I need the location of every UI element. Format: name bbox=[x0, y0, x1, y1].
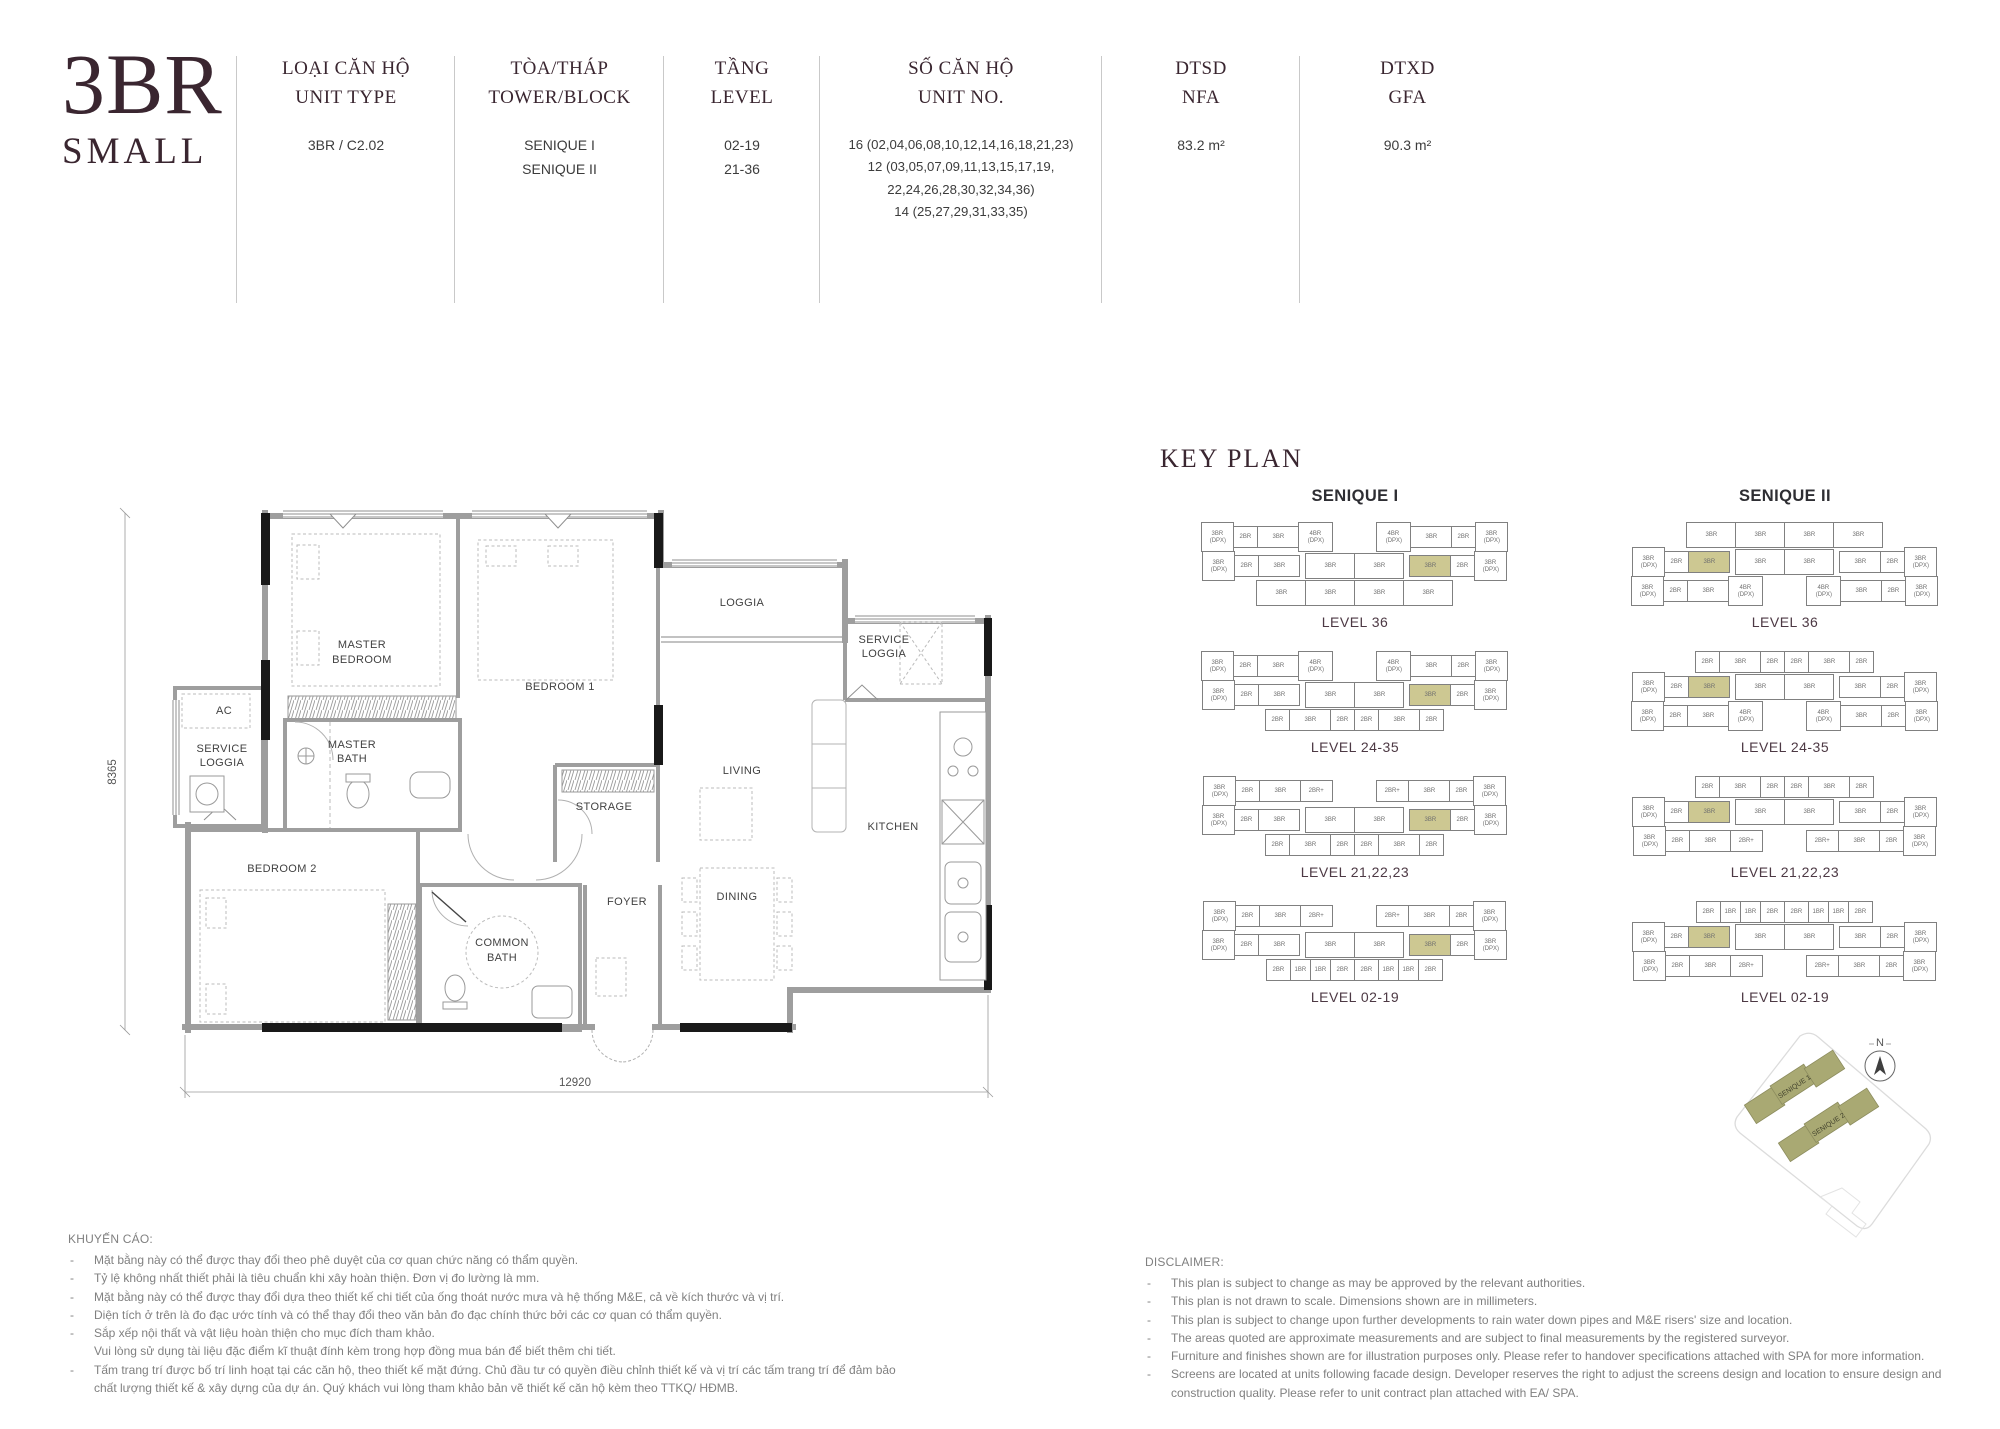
col-label: TÒA/THÁP TOWER/BLOCK bbox=[488, 58, 631, 108]
unit-cell: 3BR bbox=[1838, 955, 1880, 977]
unit-cell: 2BR bbox=[1881, 705, 1906, 727]
unit-cell: 3BR bbox=[1784, 549, 1834, 575]
unit-cell: 3BR (DPX) bbox=[1202, 680, 1235, 710]
unit-cell: 2BR bbox=[1233, 655, 1258, 677]
unit-cell: 3BR (DPX) bbox=[1201, 522, 1234, 552]
unit-cell: 2BR bbox=[1449, 780, 1474, 802]
unit-cell: 3BR bbox=[1808, 651, 1850, 673]
unit-cell: 3BR (DPX) bbox=[1202, 551, 1235, 581]
unit-cell: 3BR bbox=[1839, 551, 1881, 573]
key-plan-spacer bbox=[1333, 537, 1377, 538]
floor-plan-drawing bbox=[100, 495, 1020, 1135]
unit-cell-highlighted: 3BR bbox=[1409, 934, 1451, 956]
unit-cell: 3BR bbox=[1687, 705, 1729, 727]
col-values: 16 (02,04,06,08,10,12,14,16,18,21,23) 12 (03,05,07,09,11,13,15,17,19, 22,24,26,28,30,32,34,36) 14 (25,27,29,31,33,35) bbox=[848, 137, 1074, 220]
neighbor-building-outline bbox=[1820, 1188, 1866, 1237]
unit-cell: 3BR bbox=[1833, 522, 1883, 548]
unit-cell: 3BR bbox=[1689, 955, 1731, 977]
unit-cell: 3BR bbox=[1719, 651, 1761, 673]
unit-cell: 3BR bbox=[1403, 580, 1453, 606]
unit-cell: 3BR (DPX) bbox=[1475, 651, 1508, 681]
disclaimer-line: chất lượng thiết kế & xây dựng của dự án. Quý khách vui lòng tham khảo bản vẽ thiết kế căn hộ kèm theo TTKQ/ HĐMB. bbox=[94, 1380, 739, 1395]
unit-cell: 2BR bbox=[1450, 684, 1475, 706]
disclaimer-line: - Mặt bằng này có thể được thay đổi theo phê duyệt của cơ quan chức năng có thẩm quyền. bbox=[70, 1253, 579, 1268]
unit-cell: 2BR bbox=[1880, 676, 1905, 698]
svg-text:SENIQUE 2: SENIQUE 2 bbox=[1811, 1112, 1847, 1139]
unit-type-title: 3BR bbox=[62, 36, 223, 132]
key-plan-spacer bbox=[1333, 916, 1377, 917]
room-label-bedroom2: BEDROOM 2 bbox=[247, 863, 317, 875]
unit-cell: 3BR (DPX) bbox=[1905, 701, 1938, 731]
unit-cell: 4BR (DPX) bbox=[1376, 522, 1411, 552]
unit-cell: 3BR bbox=[1735, 799, 1785, 825]
header-col-level bbox=[664, 55, 820, 182]
key-plan-level bbox=[1618, 651, 1952, 755]
unit-cell: 3BR bbox=[1305, 932, 1355, 958]
room-label-master-bath: BATH bbox=[336, 753, 368, 765]
unit-cell: 2BR bbox=[1265, 834, 1290, 856]
header-col-unit-no bbox=[820, 55, 1102, 224]
unit-cell: 2BR bbox=[1880, 926, 1905, 948]
svg-text:SENIQUE 1: SENIQUE 1 bbox=[1777, 1074, 1813, 1101]
unit-cell: 2BR+ bbox=[1730, 830, 1763, 852]
unit-cell-highlighted: 3BR bbox=[1688, 926, 1730, 948]
key-plan-level-label: LEVEL 36 bbox=[1321, 614, 1389, 630]
unit-cell-highlighted: 3BR bbox=[1688, 676, 1730, 698]
unit-cell: 2BR bbox=[1233, 526, 1258, 548]
tower-levels bbox=[1188, 522, 1522, 1005]
unit-cell: 3BR (DPX) bbox=[1631, 701, 1664, 731]
unit-cell: 3BR bbox=[1839, 801, 1881, 823]
key-plan-level-label: LEVEL 02-19 bbox=[1310, 989, 1400, 1005]
unit-cell: 3BR (DPX) bbox=[1632, 547, 1665, 577]
unit-cell: 2BR bbox=[1419, 834, 1444, 856]
unit-cell: 3BR bbox=[1719, 776, 1761, 798]
unit-cell: 1BR bbox=[1378, 959, 1399, 981]
unit-cell: 2BR bbox=[1848, 901, 1873, 923]
col-label: DTXD GFA bbox=[1380, 58, 1435, 108]
disclaimer-line: - Mặt bằng này có thể được thay đổi dựa theo thiết kế chi tiết của ống thoát nước mưa và hệ thống M&E, cả về kích thước và vị trí. bbox=[70, 1289, 785, 1304]
unit-cell: 3BR bbox=[1410, 526, 1452, 548]
room-label-common-bath: COMMON bbox=[475, 937, 529, 949]
unit-cell: 1BR bbox=[1310, 959, 1331, 981]
unit-cell: 3BR bbox=[1257, 526, 1299, 548]
unit-cell: 3BR bbox=[1808, 776, 1850, 798]
unit-cell: 3BR bbox=[1840, 705, 1882, 727]
unit-cell: 3BR bbox=[1735, 549, 1785, 575]
col-label: SỐ CĂN HỘ UNIT NO. bbox=[908, 58, 1014, 108]
unit-cell: 3BR (DPX) bbox=[1474, 805, 1507, 835]
unit-cell: 2BR bbox=[1450, 934, 1475, 956]
unit-cell: 4BR (DPX) bbox=[1728, 701, 1763, 731]
unit-cell: 3BR (DPX) bbox=[1631, 576, 1664, 606]
col-values: 83.2 m² bbox=[1177, 137, 1225, 153]
unit-cell: 3BR (DPX) bbox=[1202, 930, 1235, 960]
unit-cell: 2BR bbox=[1234, 934, 1259, 956]
key-plan-tower-senique-2 bbox=[1618, 487, 1952, 1026]
unit-cell: 2BR bbox=[1330, 959, 1355, 981]
key-plan-level bbox=[1188, 901, 1522, 1005]
header-col-nfa bbox=[1102, 55, 1300, 158]
unit-cell: 2BR bbox=[1451, 655, 1476, 677]
unit-cell: 2BR bbox=[1664, 926, 1689, 948]
unit-cell: 2BR bbox=[1419, 709, 1444, 731]
header-col-tower bbox=[455, 55, 664, 182]
unit-cell: 1BR bbox=[1398, 959, 1419, 981]
unit-cell: 3BR (DPX) bbox=[1904, 922, 1937, 952]
unit-cell: 3BR bbox=[1784, 522, 1834, 548]
col-values: 02-19 21-36 bbox=[724, 137, 760, 177]
tower-name: SENIQUE II bbox=[1738, 487, 1832, 505]
tower-levels bbox=[1618, 522, 1952, 1005]
unit-cell: 3BR (DPX) bbox=[1632, 797, 1665, 827]
unit-cell: 2BR bbox=[1695, 776, 1720, 798]
key-plan-level bbox=[1188, 522, 1522, 630]
room-label-master-bath: MASTER bbox=[327, 739, 377, 751]
key-plan-level-label: LEVEL 21,22,23 bbox=[1300, 864, 1410, 880]
unit-cell: 3BR (DPX) bbox=[1905, 576, 1938, 606]
unit-cell: 3BR bbox=[1354, 807, 1404, 833]
unit-cell: 4BR (DPX) bbox=[1298, 651, 1333, 681]
disclaimer-line: construction quality. Please refer to unit contract plan attached with EA/ SPA. bbox=[1171, 1385, 1579, 1400]
unit-cell: 2BR bbox=[1664, 676, 1689, 698]
room-label-dining: DINING bbox=[716, 891, 758, 903]
unit-cell: 3BR bbox=[1354, 932, 1404, 958]
dim-height-label: 8365 bbox=[107, 759, 119, 785]
unit-cell: 2BR bbox=[1665, 830, 1690, 852]
unit-cell: 2BR bbox=[1450, 809, 1475, 831]
unit-cell: 2BR+ bbox=[1806, 955, 1839, 977]
disclaimer-line: - Tỷ lệ không nhất thiết phải là tiêu chuẩn khi xây hoàn thiện. Đơn vị đo lường là mm. bbox=[70, 1271, 540, 1286]
unit-cell: 4BR (DPX) bbox=[1376, 651, 1411, 681]
unit-cell: 3BR bbox=[1410, 655, 1452, 677]
room-label-storage: STORAGE bbox=[575, 801, 633, 813]
unit-cell: 1BR bbox=[1740, 901, 1761, 923]
unit-cell: 3BR (DPX) bbox=[1904, 672, 1937, 702]
unit-cell-highlighted: 3BR bbox=[1409, 555, 1451, 577]
unit-cell: 3BR bbox=[1259, 905, 1301, 927]
disclaimer-line: - Furniture and finishes shown are for illustration purposes only. Please refer to handover specifications attached with SPA for more information. bbox=[1147, 1349, 1925, 1364]
unit-cell: 2BR bbox=[1450, 555, 1475, 577]
unit-cell: 2BR+ bbox=[1300, 780, 1333, 802]
unit-cell: 3BR bbox=[1305, 580, 1355, 606]
unit-cell: 2BR bbox=[1354, 959, 1379, 981]
dim-width-label: 12920 bbox=[559, 1077, 591, 1089]
unit-cell: 3BR bbox=[1289, 834, 1331, 856]
col-values: SENIQUE I SENIQUE II bbox=[522, 137, 597, 177]
unit-cell: 2BR bbox=[1354, 834, 1379, 856]
unit-cell: 2BR bbox=[1879, 955, 1904, 977]
key-plan-spacer bbox=[1763, 966, 1807, 967]
disclaimer-line: - The areas quoted are approximate measurements and are subject to final measurements by the registered surveyor. bbox=[1147, 1330, 1790, 1345]
unit-cell: 3BR bbox=[1839, 926, 1881, 948]
room-label-foyer: FOYER bbox=[607, 896, 647, 908]
unit-cell-highlighted: 3BR bbox=[1409, 684, 1451, 706]
unit-type-subtitle: SMALL bbox=[62, 130, 208, 172]
north-compass-icon bbox=[1865, 1037, 1895, 1081]
unit-cell: 3BR bbox=[1735, 674, 1785, 700]
key-plan-spacer bbox=[1333, 666, 1377, 667]
unit-cell: 3BR bbox=[1784, 799, 1834, 825]
unit-cell: 3BR bbox=[1289, 709, 1331, 731]
disclaimer-line: - Screens are located at units following facade design. Developer reserves the right to adjust the screens design and location to ensure design and bbox=[1147, 1367, 1942, 1382]
disclaimer-line: - Sắp xếp nội thất và vật liệu hoàn thiện cho mục đích tham khảo. bbox=[70, 1326, 435, 1341]
key-plan-level-label: LEVEL 36 bbox=[1751, 614, 1819, 630]
key-plan-level-label: LEVEL 24-35 bbox=[1740, 739, 1830, 755]
unit-cell: 1BR bbox=[1720, 901, 1741, 923]
header-col-unit-type bbox=[237, 55, 455, 158]
key-plan-spacer bbox=[1763, 841, 1807, 842]
disclaimer-vietnamese bbox=[68, 1230, 908, 1397]
disclaimer-line: - This plan is subject to change upon further developments to rain water down pipes and M&E risers' size and location. bbox=[1147, 1312, 1793, 1327]
key-plan-level-label: LEVEL 02-19 bbox=[1740, 989, 1830, 1005]
unit-cell: 2BR bbox=[1451, 526, 1476, 548]
unit-cell: 2BR bbox=[1663, 705, 1688, 727]
disclaimer-items bbox=[1145, 1274, 1955, 1402]
unit-cell: 2BR bbox=[1354, 709, 1379, 731]
unit-cell: 3BR bbox=[1735, 924, 1785, 950]
unit-cell: 4BR (DPX) bbox=[1806, 576, 1841, 606]
key-plan-level bbox=[1188, 651, 1522, 755]
unit-cell: 3BR bbox=[1378, 709, 1420, 731]
unit-cell: 2BR bbox=[1880, 551, 1905, 573]
unit-cell: 3BR bbox=[1840, 580, 1882, 602]
unit-cell: 4BR (DPX) bbox=[1728, 576, 1763, 606]
room-label-ac: AC bbox=[215, 705, 233, 717]
key-plan-spacer bbox=[1333, 791, 1377, 792]
unit-cell: 1BR bbox=[1808, 901, 1829, 923]
unit-cell: 2BR+ bbox=[1376, 905, 1409, 927]
unit-cell: 3BR bbox=[1259, 780, 1301, 802]
disclaimer-heading: DISCLAIMER: bbox=[1145, 1255, 1224, 1269]
unit-cell: 3BR bbox=[1354, 580, 1404, 606]
unit-cell: 2BR bbox=[1695, 651, 1720, 673]
unit-cell: 2BR bbox=[1234, 555, 1259, 577]
unit-cell: 2BR bbox=[1663, 580, 1688, 602]
unit-cell: 2BR bbox=[1696, 901, 1721, 923]
unit-cell: 2BR+ bbox=[1730, 955, 1763, 977]
unit-cell: 3BR bbox=[1784, 924, 1834, 950]
unit-cell: 2BR bbox=[1849, 651, 1874, 673]
unit-cell: 3BR (DPX) bbox=[1903, 826, 1936, 856]
unit-cell: 2BR bbox=[1449, 905, 1474, 927]
room-label-service-loggia-right: LOGGIA bbox=[861, 648, 907, 660]
key-plan-title: KEY PLAN bbox=[1160, 444, 1303, 473]
unit-cell: 3BR (DPX) bbox=[1632, 672, 1665, 702]
unit-cell: 2BR bbox=[1879, 830, 1904, 852]
unit-cell: 3BR (DPX) bbox=[1632, 922, 1665, 952]
unit-cell: 2BR+ bbox=[1806, 830, 1839, 852]
unit-cell: 3BR bbox=[1686, 522, 1736, 548]
key-plan-level bbox=[1618, 776, 1952, 880]
fixtures bbox=[190, 696, 986, 1020]
key-plan-spacer bbox=[1763, 591, 1807, 592]
disclaimer-items bbox=[68, 1251, 908, 1397]
unit-cell: 3BR (DPX) bbox=[1474, 930, 1507, 960]
room-label-service-loggia-left: SERVICE bbox=[196, 743, 248, 755]
key-plan-level-label: LEVEL 21,22,23 bbox=[1730, 864, 1840, 880]
unit-cell: 3BR bbox=[1257, 655, 1299, 677]
unit-cell: 3BR bbox=[1305, 553, 1355, 579]
disclaimer-english bbox=[1145, 1253, 1955, 1402]
unit-cell: 2BR bbox=[1235, 905, 1260, 927]
unit-cell: 3BR bbox=[1305, 807, 1355, 833]
unit-cell: 2BR bbox=[1760, 901, 1785, 923]
site-plan bbox=[1722, 1028, 1990, 1243]
unit-cell-highlighted: 3BR bbox=[1688, 551, 1730, 573]
unit-cell: 3BR bbox=[1354, 682, 1404, 708]
unit-cell: 3BR (DPX) bbox=[1474, 551, 1507, 581]
room-label-bedroom1: BEDROOM 1 bbox=[525, 681, 595, 693]
key-plan-tower-senique-1 bbox=[1188, 487, 1522, 1026]
unit-cell: 2BR bbox=[1760, 651, 1785, 673]
room-label-common-bath: BATH bbox=[486, 952, 518, 964]
unit-cell: 3BR (DPX) bbox=[1473, 776, 1506, 806]
unit-cell: 3BR (DPX) bbox=[1203, 901, 1236, 931]
unit-cell: 3BR bbox=[1258, 555, 1300, 577]
unit-cell: 3BR (DPX) bbox=[1633, 951, 1666, 981]
room-labels bbox=[197, 597, 919, 964]
col-values: 3BR / C2.02 bbox=[307, 137, 385, 153]
unit-cell: 2BR bbox=[1664, 551, 1689, 573]
col-label: DTSD NFA bbox=[1175, 58, 1227, 108]
col-values: 90.3 m² bbox=[1383, 137, 1432, 153]
unit-cell: 2BR bbox=[1330, 709, 1355, 731]
room-label-service-loggia-left: LOGGIA bbox=[199, 757, 245, 769]
col-label: LOẠI CĂN HỘ UNIT TYPE bbox=[282, 58, 410, 108]
unit-cell: 2BR+ bbox=[1376, 780, 1409, 802]
unit-cell: 4BR (DPX) bbox=[1806, 701, 1841, 731]
unit-cell: 3BR bbox=[1408, 780, 1450, 802]
key-plan-level-label: LEVEL 24-35 bbox=[1310, 739, 1400, 755]
unit-cell: 1BR bbox=[1290, 959, 1311, 981]
unit-cell-highlighted: 3BR bbox=[1688, 801, 1730, 823]
unit-cell: 3BR (DPX) bbox=[1475, 522, 1508, 552]
unit-cell: 2BR bbox=[1266, 959, 1291, 981]
room-label-master-bedroom: MASTER bbox=[337, 639, 387, 651]
unit-cell: 2BR bbox=[1784, 776, 1809, 798]
room-label-master-bedroom: BEDROOM bbox=[332, 654, 392, 666]
unit-cell: 3BR bbox=[1378, 834, 1420, 856]
room-label-living: LIVING bbox=[722, 765, 762, 777]
unit-cell: 3BR bbox=[1258, 934, 1300, 956]
unit-cell: 3BR bbox=[1305, 682, 1355, 708]
unit-cell: 2BR bbox=[1849, 776, 1874, 798]
unit-cell: 3BR bbox=[1408, 905, 1450, 927]
unit-cell: 2BR bbox=[1418, 959, 1443, 981]
unit-cell: 2BR+ bbox=[1300, 905, 1333, 927]
unit-cell: 2BR bbox=[1234, 684, 1259, 706]
disclaimer-line: - This plan is subject to change as may be approved by the relevant authorities. bbox=[1147, 1276, 1586, 1291]
col-label: TẦNG LEVEL bbox=[710, 58, 774, 108]
unit-cell: 4BR (DPX) bbox=[1298, 522, 1333, 552]
unit-cell: 3BR bbox=[1258, 684, 1300, 706]
unit-cell: 3BR bbox=[1735, 522, 1785, 548]
header-col-gfa bbox=[1300, 55, 1515, 158]
disclaimer-line: - Diện tích ở trên là đo đạc ước tính và có thể thay đổi theo văn bản đo đạc chính thức bởi các cơ quan có thẩm quyền. bbox=[70, 1307, 722, 1322]
svg-text:N: N bbox=[1876, 1037, 1884, 1049]
disclaimer-line: Vui lòng sử dụng tài liệu đặc điểm kĩ thuật đính kèm trong hợp đồng mua bán để biết thêm chi tiết. bbox=[94, 1344, 616, 1359]
unit-cell: 3BR (DPX) bbox=[1633, 826, 1666, 856]
unit-cell: 3BR (DPX) bbox=[1203, 776, 1236, 806]
unit-cell: 2BR bbox=[1760, 776, 1785, 798]
unit-cell: 3BR bbox=[1689, 830, 1731, 852]
key-plan-level bbox=[1188, 776, 1522, 880]
unit-cell: 2BR bbox=[1664, 801, 1689, 823]
unit-cell: 3BR (DPX) bbox=[1474, 680, 1507, 710]
unit-cell: 3BR (DPX) bbox=[1473, 901, 1506, 931]
unit-cell: 2BR bbox=[1665, 955, 1690, 977]
unit-cell: 2BR bbox=[1881, 580, 1906, 602]
room-label-kitchen: KITCHEN bbox=[867, 821, 919, 833]
unit-cell: 3BR (DPX) bbox=[1202, 805, 1235, 835]
unit-cell: 1BR bbox=[1828, 901, 1849, 923]
unit-cell: 3BR (DPX) bbox=[1201, 651, 1234, 681]
key-plan-level bbox=[1618, 901, 1952, 1005]
unit-cell: 3BR bbox=[1256, 580, 1306, 606]
unit-cell: 2BR bbox=[1880, 801, 1905, 823]
unit-cell: 3BR bbox=[1784, 674, 1834, 700]
disclaimer-line: - Tấm trang trí được bố trí linh hoạt tại các căn hộ, theo thiết kế mặt đứng. Chủ đầu tư có quyền điều chỉnh thiết kế và vị trí các tấm trang trí để đảm bảo bbox=[70, 1362, 896, 1377]
unit-cell: 2BR bbox=[1784, 901, 1809, 923]
unit-type-logo bbox=[62, 36, 223, 173]
unit-cell: 2BR bbox=[1234, 809, 1259, 831]
room-label-service-loggia-right: SERVICE bbox=[858, 634, 910, 646]
unit-cell: 3BR (DPX) bbox=[1904, 547, 1937, 577]
disclaimer-heading: KHUYẾN CÁO: bbox=[68, 1232, 153, 1246]
unit-cell: 2BR bbox=[1784, 651, 1809, 673]
unit-cell: 3BR bbox=[1258, 809, 1300, 831]
disclaimer-line: - This plan is not drawn to scale. Dimensions shown are in millimeters. bbox=[1147, 1294, 1538, 1309]
unit-cell: 2BR bbox=[1330, 834, 1355, 856]
unit-cell: 2BR bbox=[1265, 709, 1290, 731]
unit-cell: 3BR (DPX) bbox=[1903, 951, 1936, 981]
unit-cell: 3BR bbox=[1839, 676, 1881, 698]
tower-name: SENIQUE I bbox=[1311, 487, 1399, 505]
unit-cell: 3BR bbox=[1354, 553, 1404, 579]
unit-cell: 2BR bbox=[1235, 780, 1260, 802]
unit-cell: 3BR bbox=[1838, 830, 1880, 852]
unit-cell: 3BR bbox=[1687, 580, 1729, 602]
room-label-loggia: LOGGIA bbox=[719, 597, 765, 609]
key-plan-level bbox=[1618, 522, 1952, 630]
key-plan-spacer bbox=[1763, 716, 1807, 717]
unit-cell: 3BR (DPX) bbox=[1904, 797, 1937, 827]
unit-cell-highlighted: 3BR bbox=[1409, 809, 1451, 831]
loggia-rail bbox=[661, 637, 843, 642]
